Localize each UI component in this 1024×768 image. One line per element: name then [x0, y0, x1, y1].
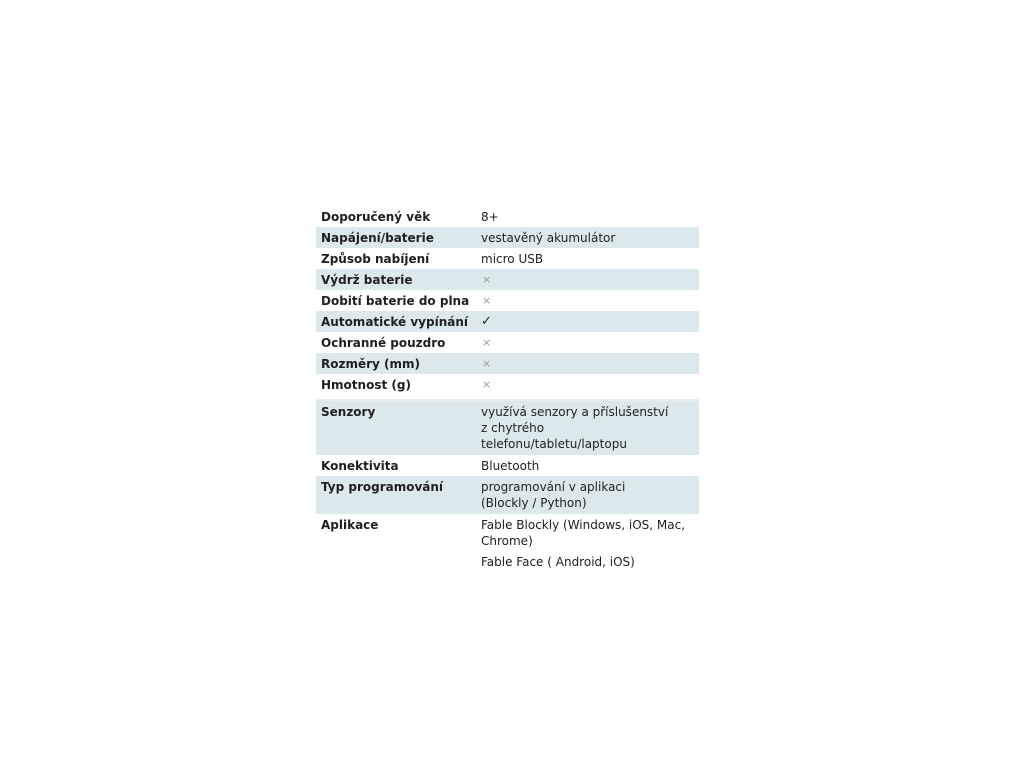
spec-label: Způsob nabíjení	[321, 252, 430, 266]
cross-icon: ×	[482, 378, 492, 391]
spec-row-full-charge	[316, 290, 699, 311]
spec-label: Dobití baterie do plna	[321, 294, 470, 308]
detail-value: Bluetooth	[481, 459, 540, 473]
spec-row-case	[316, 332, 699, 353]
detail-label: Senzory	[321, 405, 376, 419]
spec-label: Rozměry (mm)	[321, 357, 421, 371]
spec-row-weight	[316, 374, 699, 395]
spec-label: Hmotnost (g)	[321, 378, 411, 392]
spec-value: 8+	[481, 210, 499, 224]
detail-row-apps	[316, 514, 699, 573]
detail-line: Fable Blockly (Windows, iOS, Mac,	[481, 518, 686, 532]
cross-icon: ×	[482, 294, 492, 307]
detail-label: Konektivita	[321, 459, 399, 473]
detail-line: z chytrého telefonu/tabletu/laptopu	[481, 421, 627, 451]
detail-value	[481, 404, 699, 452]
detail-line: programování v aplikaci	[481, 480, 626, 494]
spec-value: micro USB	[481, 252, 544, 266]
cross-icon: ×	[482, 273, 492, 286]
spec-row-charging	[316, 248, 699, 269]
detail-label: Typ programování	[321, 480, 444, 494]
spec-value: vestavěný akumulátor	[481, 231, 616, 245]
spec-row-dimensions	[316, 353, 699, 374]
check-icon: ✓	[481, 314, 492, 329]
spec-row-battery-life	[316, 269, 699, 290]
detail-row-programming	[316, 476, 699, 514]
spec-row-auto-off	[316, 311, 699, 332]
spec-label: Ochranné pouzdro	[321, 336, 446, 350]
detail-line: využívá senzory a příslušenství	[481, 405, 669, 419]
spec-label: Napájení/baterie	[321, 231, 434, 245]
spec-row-age	[316, 206, 699, 227]
spec-row-power	[316, 227, 699, 248]
spec-table	[316, 206, 699, 573]
detail-row-sensors	[316, 401, 699, 455]
detail-line: Chrome)	[481, 534, 533, 548]
detail-extra-line: Fable Face ( Android, iOS)	[481, 555, 635, 569]
cross-icon: ×	[482, 357, 492, 370]
detail-label: Aplikace	[321, 518, 379, 532]
spec-label: Výdrž baterie	[321, 273, 413, 287]
detail-value	[481, 517, 699, 570]
detail-value	[481, 479, 699, 511]
spec-label: Automatické vypínání	[321, 315, 468, 329]
detail-row-connectivity	[316, 455, 699, 476]
spec-label: Doporučený věk	[321, 210, 431, 224]
detail-line: (Blockly / Python)	[481, 496, 587, 510]
cross-icon: ×	[482, 336, 492, 349]
